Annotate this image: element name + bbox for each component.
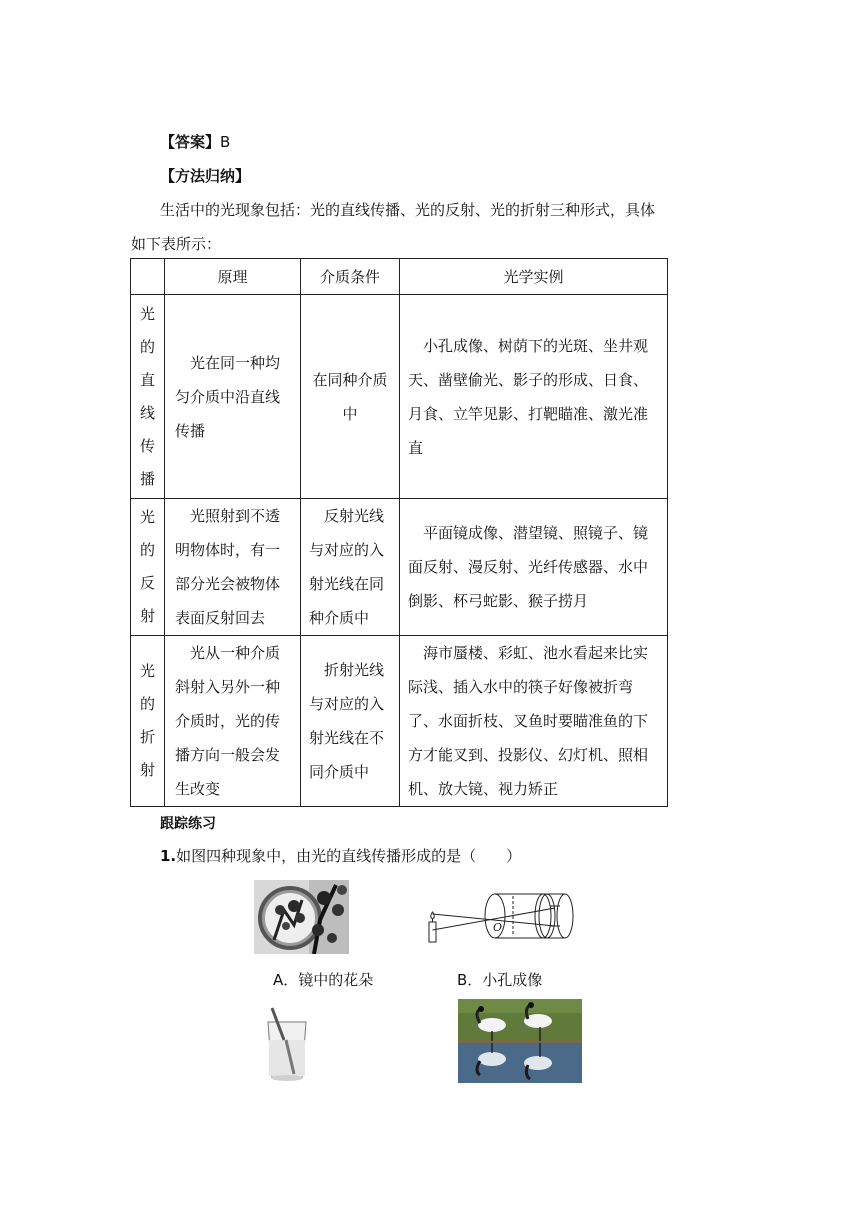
category-char: 光 — [139, 508, 155, 526]
category-char: 直 — [139, 370, 155, 389]
mirror-flower-image — [254, 880, 349, 954]
medium-cell: 在同种介质中 — [312, 370, 388, 423]
medium-cell: 反射光线与对应的入射光线在同种介质中 — [309, 507, 385, 627]
question-1 — [160, 845, 521, 866]
principle-cell: 光从一种介质斜射入另外一种介质时，光的传播方向一般会发生改变 — [175, 644, 281, 798]
question-number: 1. — [160, 847, 177, 865]
header-empty — [131, 259, 165, 295]
category-cell — [131, 295, 165, 499]
category-char: 光 — [139, 662, 155, 680]
table-header-row — [131, 259, 668, 295]
medium-cell: 折射光线与对应的入射光线在不同介质中 — [309, 661, 385, 781]
category-char: 的 — [139, 541, 155, 559]
practice-heading: 跟踪练习 — [160, 816, 216, 832]
light-phenomena-table — [130, 258, 668, 807]
category-cell — [131, 636, 165, 807]
category-char: 光 — [139, 304, 155, 323]
header-principle: 原理 — [165, 259, 301, 295]
principle-cell: 光在同一种均匀介质中沿直线传播 — [175, 353, 281, 440]
category-char: 播 — [139, 469, 155, 488]
crane-reflection-image — [458, 999, 582, 1083]
category-char: 的 — [139, 695, 155, 713]
pinhole-label-o: O — [493, 921, 503, 934]
category-char: 射 — [139, 761, 155, 779]
category-char: 的 — [139, 337, 155, 356]
category-cell — [131, 499, 165, 636]
table-row-reflection — [131, 499, 668, 636]
answer-value: B — [220, 133, 231, 151]
principle-cell: 光照射到不透明物体时，有一部分光会被物体表面反射回去 — [175, 507, 281, 627]
option-b: B．小孔成像 — [457, 971, 543, 989]
question-text: 如图四种现象中，由光的直线传播形成的是（ ） — [176, 847, 522, 865]
header-medium: 介质条件 — [301, 259, 400, 295]
intro-line-2: 如下表所示： — [131, 235, 222, 253]
category-char: 折 — [139, 728, 155, 746]
table-row-refraction — [131, 636, 668, 807]
header-examples: 光学实例 — [400, 259, 668, 295]
category-char: 反 — [139, 574, 155, 592]
answer-label: 【答案】 — [160, 133, 221, 151]
straw-in-glass-image — [262, 1006, 312, 1082]
method-heading: 【方法归纳】 — [160, 167, 251, 185]
category-char: 传 — [139, 436, 155, 455]
category-char: 线 — [139, 403, 155, 422]
examples-cell: 平面镜成像、潜望镜、照镜子、镜面反射、漫反射、光纤传感器、水中倒影、杯弓蛇影、猴子捞月 — [408, 524, 649, 610]
answer-line — [160, 131, 230, 152]
examples-cell: 海市蜃楼、彩虹、池水看起来比实际浅、插入水中的筷子好像被折弯了、水面折枝、叉鱼时要瞄准鱼的下方才能叉到、投影仪、幻灯机、照相机、放大镜、视力矫正 — [408, 644, 649, 798]
intro-line-1: 生活中的光现象包括：光的直线传播、光的反射、光的折射三种形式，具体 — [160, 201, 656, 219]
examples-cell: 小孔成像、树荫下的光斑、坐井观天、凿壁偷光、影子的形成、日食、月食、立竿见影、打靶瞄准、激光准直 — [408, 336, 649, 457]
table-row-straight — [131, 295, 668, 499]
pinhole-diagram — [425, 884, 580, 946]
category-char: 射 — [139, 607, 155, 625]
option-a: A．镜中的花朵 — [273, 971, 374, 989]
